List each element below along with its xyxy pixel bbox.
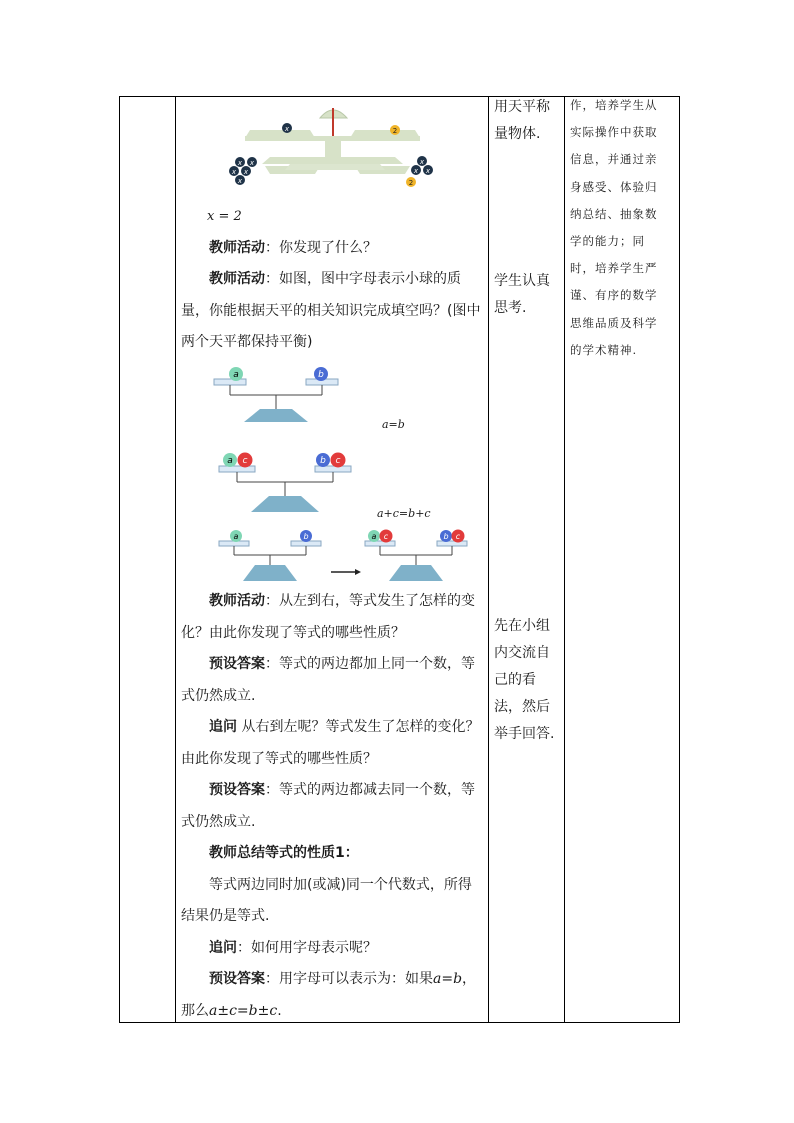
lesson-content-top [181, 201, 483, 359]
balance-figure-transform [215, 525, 477, 583]
equation-a-b: a=b [382, 418, 405, 431]
text-line: 纳总结、抽象数 [570, 206, 658, 221]
text-line: 学生认真 [494, 273, 550, 289]
text-line: 用天平称 [494, 99, 550, 115]
svg-text:2: 2 [408, 179, 414, 187]
ball-c [238, 453, 253, 468]
teacher-activity-3: 教师活动：从左到右，等式发生了怎样的变化？由此你发现了等式的哪些性质？ [181, 593, 475, 641]
text-line: 身感受、体验归 [570, 179, 658, 194]
svg-text:a: a [371, 532, 377, 541]
text-line: 信息，并通过亲 [570, 152, 658, 167]
ball-pile-right [406, 156, 433, 187]
ball-pile-left [229, 157, 257, 185]
ball-c [452, 530, 465, 543]
follow-up-question-1: 追问 从右到左呢？等式发生了怎样的变化？由此你发现了等式的哪些性质？ [181, 719, 480, 767]
student-activity-2 [494, 268, 560, 322]
svg-text:b: b [443, 532, 449, 541]
svg-text:x: x [231, 168, 237, 176]
text-line: 实际操作中获取 [570, 125, 658, 140]
design-intent [570, 92, 674, 364]
svg-text:c: c [455, 532, 461, 541]
ball-b [300, 530, 312, 542]
ball-x-left [282, 123, 292, 133]
col-border-4 [564, 96, 565, 1023]
text-line: 作，培养学生从 [570, 98, 658, 112]
svg-text:x: x [237, 177, 243, 185]
equation-ac-bc: a+c=b+c [377, 507, 431, 520]
ball-a [229, 367, 243, 381]
text-line: 时，培养学生严 [570, 261, 658, 276]
svg-text:x: x [413, 167, 419, 175]
ball-b [314, 367, 328, 381]
svg-text:c: c [242, 456, 248, 466]
svg-text:b: b [320, 456, 326, 466]
svg-text:a: a [233, 370, 239, 380]
svg-text:x: x [284, 125, 290, 133]
ball-c [331, 453, 346, 468]
teacher-activity-2: 教师活动：如图，图中字母表示小球的质量，你能根据天平的相关知识完成填空吗？(图中两个天平都保持平衡) [181, 271, 481, 350]
svg-text:a: a [227, 456, 233, 466]
answer-line: x = 2 [207, 209, 242, 224]
preset-answer-3: 预设答案：用字母可以表示为：如果a=b，那么a±c=b±c. [181, 971, 477, 1019]
svg-text:x: x [419, 158, 425, 166]
text-line: 思考. [494, 300, 527, 316]
balance-figure-ac-bc [215, 450, 360, 514]
equality-property-1: 等式两边同时加(或减)同一个代数式，所得结果仍是等式. [181, 876, 472, 924]
ball-b [316, 453, 330, 467]
text-line: 量物体. [494, 126, 541, 142]
text-line: 己的看 [494, 672, 536, 688]
teacher-activity-1: 教师活动：你发现了什么？ [209, 239, 377, 256]
svg-text:c: c [335, 456, 341, 466]
teacher-summary-heading: 教师总结等式的性质1： [209, 845, 359, 861]
col-border-5 [679, 96, 680, 1023]
text-line: 学的能力；同 [570, 234, 645, 249]
text-line: 的学术精神. [570, 342, 638, 357]
svg-text:x: x [425, 167, 431, 175]
ball-a [223, 453, 237, 467]
svg-text:b: b [318, 370, 324, 380]
preset-answer-2: 预设答案：等式的两边都减去同一个数，等式仍然成立. [181, 782, 475, 830]
text-line: 先在小组 [494, 618, 550, 634]
text-line: 举手回答. [494, 726, 555, 742]
text-line: 思维品质及科学 [570, 315, 658, 330]
svg-text:x: x [249, 159, 255, 167]
col-border-2 [175, 96, 176, 1023]
svg-text:x: x [243, 168, 249, 176]
student-activity-1 [494, 94, 560, 148]
lesson-content-bottom [181, 586, 483, 1027]
svg-text:c: c [383, 532, 389, 541]
col-border-1 [119, 96, 120, 1023]
ball-a [230, 530, 242, 542]
ball-a [368, 530, 380, 542]
text-line: 内交流自 [494, 645, 550, 661]
preset-answer-1: 预设答案：等式的两边都加上同一个数，等式仍然成立. [181, 656, 475, 704]
ball-c [380, 530, 393, 543]
follow-up-question-2: 追问：如何用字母表示呢？ [209, 939, 377, 956]
svg-text:2: 2 [392, 127, 398, 135]
balance-figure-x [225, 100, 440, 190]
svg-text:b: b [303, 532, 309, 541]
text-line: 谨、有序的数学 [570, 288, 658, 303]
svg-text:x: x [237, 159, 243, 167]
student-activity-3 [494, 613, 560, 748]
ball-2-right [390, 125, 400, 135]
ball-b [440, 530, 452, 542]
col-border-3 [488, 96, 489, 1023]
balance-figure-a-b [210, 365, 350, 423]
svg-text:a: a [233, 532, 239, 541]
text-line: 法，然后 [494, 699, 550, 715]
